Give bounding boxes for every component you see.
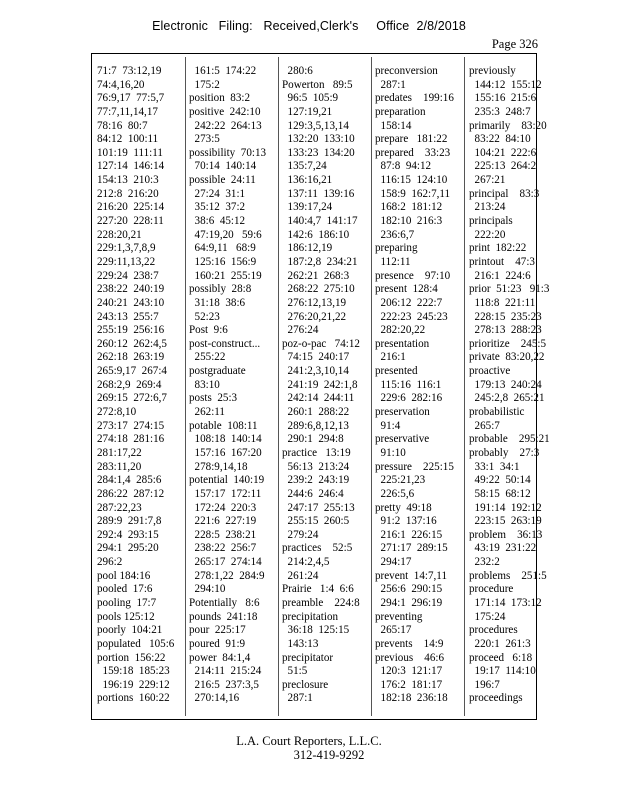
index-line: 182:10 216:3 [375,215,443,228]
index-line: 144:12 155:12 [469,78,542,91]
index-line: 287:1 [282,692,313,705]
index-line: 175:24 [469,610,506,623]
index-line: 158:14 [375,119,412,132]
index-line: 159:18 185:23 [97,665,170,678]
index-line: 278:9,14,18 [189,460,248,473]
index-line: postgraduate [189,365,246,378]
index-line: precipitation [282,610,339,623]
index-line: 74:15 240:17 [282,351,350,364]
index-column-1 [97,65,190,706]
index-line: 71:7 73:12,19 [97,65,162,77]
index-line: 186:12,19 [282,242,333,255]
index-line: 168:2 181:12 [375,201,443,214]
index-line: 74:4,16,20 [97,78,145,91]
index-line: probably 27:3 [469,446,540,459]
index-line: 35:12 37:2 [189,201,246,214]
index-line: 244:6 246:4 [282,487,344,500]
index-line: 108:18 140:14 [189,433,262,446]
index-line: 289:6,8,12,13 [282,419,349,432]
index-line: 260:1 288:22 [282,406,350,419]
index-line: 216:1 226:15 [375,528,443,541]
index-line: 161:5 174:22 [189,65,257,77]
index-line: presence 97:10 [375,269,451,282]
index-line: 229:1,3,7,8,9 [97,242,156,255]
index-line: 142:6 186:10 [282,228,350,241]
index-line: 91:2 137:16 [375,515,437,528]
index-line: 296:2 [97,556,123,569]
index-line: 272:8,10 [97,406,137,419]
index-line: pooled 17:6 [97,583,153,596]
index-line: 278:1,22 284:9 [189,569,265,582]
index-line: 228:15 235:23 [469,310,542,323]
index-line: prepared 33:23 [375,146,451,159]
index-line: potential 140:19 [189,474,265,487]
index-line: probabilistic [469,406,525,419]
index-line: precipitator [282,651,334,664]
index-line: Powerton 89:5 [282,78,353,91]
index-line: 176:2 181:17 [375,678,443,691]
index-line: 212:8 216:20 [97,187,159,200]
index-line: presented [375,365,418,378]
index-line: 228:20,21 [97,228,142,241]
index-line: 43:19 231:22 [469,542,537,555]
index-line: 247:17 255:13 [282,501,355,514]
index-line: 223:15 263:19 [469,515,542,528]
index-line: pour 225:17 [189,624,246,637]
index-line: private 83:20,22 [469,351,545,364]
index-line: procedure [469,583,514,596]
index-line: 49:22 50:14 [469,474,531,487]
index-line: 287:1 [375,78,406,91]
index-line: post-construct... [189,337,261,350]
index-line: 216:1 [375,351,406,364]
index-line: 160:21 255:19 [189,269,262,282]
index-line: 238:22 240:19 [97,283,165,296]
index-line: 101:19 111:11 [97,146,163,159]
index-line: 132:20 133:10 [282,133,355,146]
index-line: 213:24 [469,201,506,214]
index-line: 157:17 172:11 [189,487,262,500]
index-line: populated 105:6 [97,637,175,650]
index-line: prevents 14:9 [375,637,444,650]
index-line: 279:24 [282,528,319,541]
index-line: 84:12 100:11 [97,133,159,146]
index-line: 58:15 68:12 [469,487,531,500]
index-line: 294:1 295:20 [97,542,159,555]
index-line: proceedings [469,692,523,705]
index-line: 222:20 [469,228,506,241]
index-line: 96:5 105:9 [282,92,339,105]
index-line: 187:2,8 234:21 [282,255,358,268]
index-line: 76:9,17 77:5,7 [97,92,165,105]
index-line: preparation [375,105,426,118]
index-line: 216:20 225:14 [97,201,165,214]
index-line: 292:4 293:15 [97,528,159,541]
index-line: 70:14 140:14 [189,160,257,173]
index-line: preamble 224:8 [282,596,360,609]
index-line: 140:4,7 141:17 [282,215,358,228]
index-line: preventing [375,610,423,623]
index-line: 143:13 [282,637,319,650]
index-line: prioritize 245:5 [469,337,547,350]
index-line: 118:8 221:11 [469,296,536,309]
index-line: 214:2,4,5 [282,556,330,569]
index-line: 282:20,22 [375,324,426,337]
index-line: 287:22,23 [97,501,142,514]
index-line: 216:5 237:3,5 [189,678,259,691]
index-line: 158:9 162:7,11 [375,187,451,200]
footer-phone: 312-419-9292 [293,748,365,762]
index-line: 262:21 268:3 [282,269,350,282]
index-line: 139:17,24 [282,201,333,214]
index-line: 136:16,21 [282,174,333,187]
index-line: problem 36:13 [469,528,543,541]
index-line: 137:11 139:16 [282,187,355,200]
index-line: prior 51:23 91:3 [469,283,550,296]
index-line: 278:13 288:23 [469,324,542,337]
index-line: 104:21 222:6 [469,146,537,159]
index-line: 284:1,4 285:6 [97,474,162,487]
index-line: pounds 241:18 [189,610,258,623]
index-line: 135:7,24 [282,160,327,173]
index-line: pretty 49:18 [375,501,432,514]
index-line: 241:19 242:1,8 [282,378,358,391]
index-line: practice 13:19 [282,446,351,459]
index-line: 83:10 [189,378,220,391]
index-line: 191:14 192:12 [469,501,542,514]
index-line: 265:9,17 267:4 [97,365,167,378]
index-line: 157:16 167:20 [189,446,262,459]
index-line: poured 91:9 [189,637,246,650]
index-line: 33:1 34:1 [469,460,520,473]
index-line: 127:19,21 [282,105,333,118]
index-line: 116:15 124:10 [375,174,448,187]
index-line: print 182:22 [469,242,527,255]
index-line: 255:15 260:5 [282,515,350,528]
index-line: 229:24 238:7 [97,269,159,282]
index-line: 260:12 262:4,5 [97,337,167,350]
index-line: power 84:1,4 [189,651,251,664]
index-line: presentation [375,337,430,350]
index-line: 51:5 [282,665,308,678]
index-line: 175:2 [189,78,220,91]
index-line: pooling 17:7 [97,596,157,609]
index-line: 115:16 116:1 [375,378,442,391]
index-line: 83:22 84:10 [469,133,531,146]
index-line: poorly 104:21 [97,624,163,637]
index-line: 52:23 [189,310,220,323]
index-line: 31:18 38:6 [189,296,246,309]
index-line: 242:14 244:11 [282,392,355,405]
index-line: 87:8 94:12 [375,160,432,173]
index-line: 280:6 [282,65,313,77]
index-line: 243:13 255:7 [97,310,159,323]
index-line: 206:12 222:7 [375,296,443,309]
index-line: 290:1 294:8 [282,433,344,446]
index-line: position 83:2 [189,92,251,105]
index-line: 179:13 240:24 [469,378,542,391]
index-line: 262:18 263:19 [97,351,165,364]
index-line: 276:12,13,19 [282,296,347,309]
index-column-3 [282,65,375,706]
index-line: 196:7 [469,678,500,691]
index-line: 171:14 173:12 [469,596,542,609]
index-line: pools 125:12 [97,610,155,623]
index-line: 241:2,3,10,14 [282,365,349,378]
index-line: 238:22 256:7 [189,542,257,555]
index-line: predates 199:16 [375,92,454,105]
index-line: 265:17 274:14 [189,556,262,569]
index-line: 127:14 146:14 [97,160,165,173]
index-line: pool 184:16 [97,569,151,582]
index-line: 91:4 [375,419,401,432]
index-line: 289:9 291:7,8 [97,515,162,528]
index-line: 56:13 213:24 [282,460,350,473]
index-line: 154:13 210:3 [97,174,159,187]
index-line: 267:21 [469,174,506,187]
index-line: 232:2 [469,556,500,569]
filing-header: Electronic Filing: Received,Clerk's Office 2/8/2018 [152,19,466,33]
index-line: practices 52:5 [282,542,353,555]
footer [0,734,618,762]
index-line: 294:10 [189,583,226,596]
index-line: 245:2,8 265:21 [469,392,545,405]
index-line: 265:7 [469,419,500,432]
index-line: 255:19 256:16 [97,324,165,337]
index-line: 91:10 [375,446,406,459]
index-line: 77:7,11,14,17 [97,105,158,118]
index-column-2 [189,65,282,706]
index-line: 294:17 [375,556,412,569]
index-line: present 128:4 [375,283,438,296]
index-line: printout 47:3 [469,255,535,268]
index-line: 276:24 [282,324,319,337]
index-line: 182:18 236:18 [375,692,448,705]
index-line: 225:13 264:2 [469,160,537,173]
index-line: previous 46:6 [375,651,445,664]
index-line: 36:18 125:15 [282,624,350,637]
index-line: 235:3 248:7 [469,105,531,118]
index-line: 112:11 [375,255,411,268]
index-line: Potentially 8:6 [189,596,260,609]
index-line: 281:17,22 [97,446,142,459]
index-line: 269:15 272:6,7 [97,392,167,405]
index-line: 129:3,5,13,14 [282,119,349,132]
index-line: 268:2,9 269:4 [97,378,162,391]
index-line: 236:6,7 [375,228,415,241]
index-line: posts 25:3 [189,392,238,405]
index-line: 221:6 227:19 [189,515,257,528]
index-line: Post 9:6 [189,324,228,337]
index-line: preservation [375,406,430,419]
index-line: 214:11 215:24 [189,665,262,678]
index-line: 270:14,16 [189,692,240,705]
index-line: proactive [469,365,511,378]
index-line: 265:17 [375,624,412,637]
index-line: proceed 6:18 [469,651,533,664]
index-line: 227:20 228:11 [97,215,164,228]
index-line: preconversion [375,65,438,77]
index-line: primarily 83:20 [469,119,547,132]
index-line: 229:6 282:16 [375,392,443,405]
index-line: 216:1 224:6 [469,269,531,282]
index-line: 172:24 220:3 [189,501,257,514]
index-line: 262:11 [189,406,225,419]
index-line: poz-o-pac 74:12 [282,337,360,350]
index-line: portions 160:22 [97,692,170,705]
index-line: 242:22 264:13 [189,119,262,132]
index-line: 220:1 261:3 [469,637,531,650]
footer-company: L.A. Court Reporters, L.L.C. [236,734,382,748]
index-line: 229:11,13,22 [97,255,156,268]
index-line: 276:20,21,22 [282,310,347,323]
index-line: 226:5,6 [375,487,415,500]
index-line: 274:18 281:16 [97,433,165,446]
index-line: 38:6 45:12 [189,215,246,228]
index-line: preservative [375,433,430,446]
index-line: probable 295:21 [469,433,550,446]
index-line: problems 251:5 [469,569,547,582]
index-line: principal 83:3 [469,187,540,200]
index-line: possibility 70:13 [189,146,267,159]
page-number: Page 326 [491,37,538,51]
index-line: prepare 181:22 [375,133,448,146]
index-line: 268:22 275:10 [282,283,355,296]
index-line: pressure 225:15 [375,460,454,473]
index-line: possible 24:11 [189,174,256,187]
index-line: portion 156:22 [97,651,166,664]
index-line: possibly 28:8 [189,283,252,296]
index-line: 228:5 238:21 [189,528,257,541]
index-line: 273:5 [189,133,220,146]
index-column-4 [375,65,468,706]
index-line: 125:16 156:9 [189,255,257,268]
index-line: 239:2 243:19 [282,474,350,487]
index-line: 120:3 121:17 [375,665,443,678]
index-line: 271:17 289:15 [375,542,448,555]
index-line: prevent 14:7,11 [375,569,447,582]
index-line: positive 242:10 [189,105,261,118]
index-line: 225:21,23 [375,474,426,487]
index-line: previously [469,65,516,77]
index-line: 256:6 290:15 [375,583,443,596]
index-line: 240:21 243:10 [97,296,165,309]
index-line: 222:23 245:23 [375,310,448,323]
index-line: preclosure [282,678,329,691]
index-line: 64:9,11 68:9 [189,242,256,255]
index-line: 155:16 215:6 [469,92,537,105]
index-line: 133:23 134:20 [282,146,355,159]
index-line: principals [469,215,513,228]
index-line: 196:19 229:12 [97,678,170,691]
index-line: 255:22 [189,351,226,364]
index-line: 78:16 80:7 [97,119,148,132]
index-line: 27:24 31:1 [189,187,246,200]
index-line: Prairie 1:4 6:6 [282,583,354,596]
index-line: potable 108:11 [189,419,258,432]
index-line: 19:17 114:10 [469,665,536,678]
index-line: 283:11,20 [97,460,142,473]
index-line: 273:17 274:15 [97,419,165,432]
index-line: preparing [375,242,418,255]
index-line: 286:22 287:12 [97,487,165,500]
index-line: procedures [469,624,518,637]
index-line: 261:24 [282,569,319,582]
index-line: 47:19,20 59:6 [189,228,262,241]
index-column-5 [469,65,562,706]
index-line: 294:1 296:19 [375,596,443,609]
